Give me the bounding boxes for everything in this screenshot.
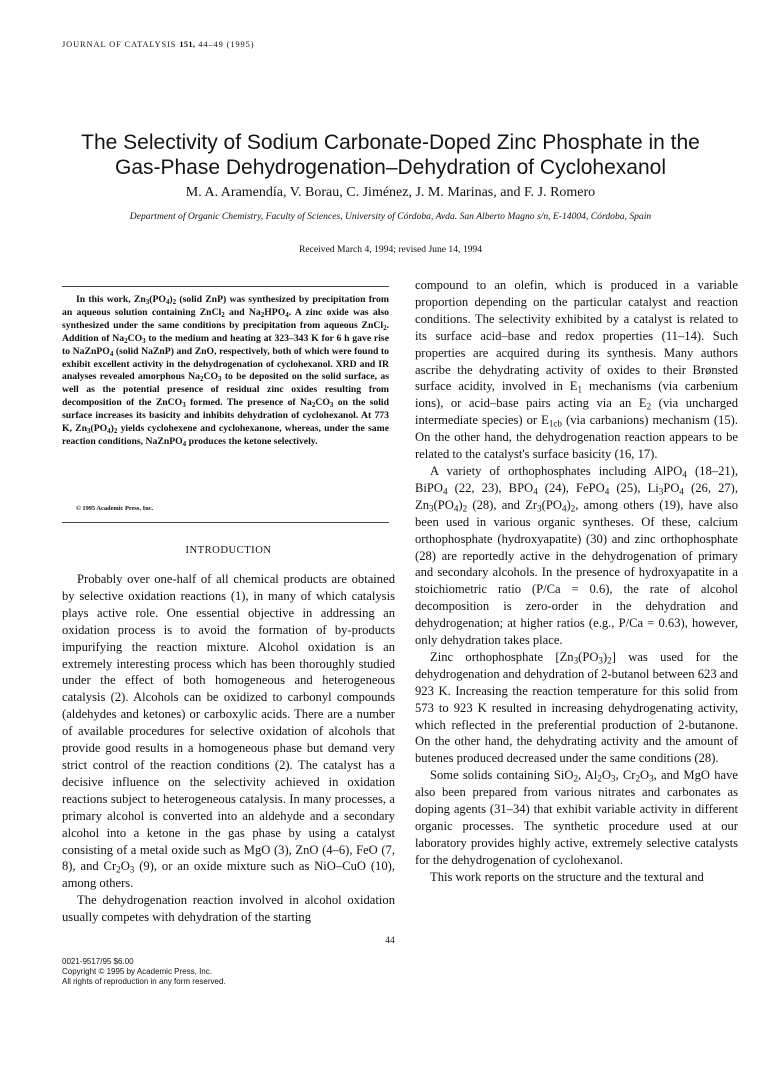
subscript: 4 [679,486,684,497]
affiliation: Department of Organic Chemistry, Faculty of Sciences, University of Córdoba, Avda. San Alberto Magno s/n, E-14004, Córdoba, Spain [129,211,652,222]
right-column [415,277,738,886]
text-run: Probably over one-half of all chemical products are obtained by selective oxidation reactions (1), in many of which catalysis plays active role. One essential objective in addressing an oxidation process is to avoid the formation of by-products impurifying the reaction mixture. Alcohol oxidation is an extremely interesting process which has been thoroughly studied under the effect of both homogeneous and heterogeneous catalysis (2). Alcohols can be oxidized to carbonyl compounds (aldehydes and ketones) or carboxylic acids. There are a number of available procedures for selective oxidation of alcohols that provide good results in a homogeneous phase but demand very strict control of the reaction conditions (2). The catalyst has a decisive influence on the selectivity achieved in oxidation reactions subject to heterogeneous catalysis. In many processes, a primary alcohol is converted into an aldehyde and a secondary alcohol into a ketone in the gas phase by using a catalyst consisting of a metal oxide such as MgO (3), ZnO (4–6), FeO (7, 8), and Cr [62,572,395,874]
subscript: 1cb [548,418,562,429]
journal-header [62,40,254,49]
text-run: ) [566,497,571,512]
text-run: on the solid surface increases its basicity and inhibits dehydration of cyclohexanol. At 773 K, Zn [62,397,389,435]
text-run: (solid ZnP) was synthesized by precipitation from an aqueous solution containing ZnCl [62,294,389,318]
text-run: produces the ketone selectively. [186,435,318,447]
text-run: CO [203,371,218,383]
received-dates: Received March 4, 1994; revised June 14, 1994 [298,244,483,255]
subscript: 4 [561,503,567,514]
subscript: 4 [604,486,610,497]
text-run: to the medium and heating at 323–343 K for 6 h gave rise to NaZnPO [62,332,389,357]
text-run: CO [127,332,143,344]
subscript: 4 [182,440,187,449]
text-run: , and MgO have also been prepared from various nitrates and carbonates as doping agents (31–34) that exhibit variable activity in different organic processes. The synthetic procedure used at our laboratory provides highly active, extremely selective catalysts for the dehydrogenation of cyclohexanol. [415,768,739,867]
text-run: Zinc orthophosphate [Zn [430,649,574,664]
subscript: 3 [217,375,222,384]
text-run: compound to an olefin, which is produced in a variable proportion depending on the particular catalyst and reaction conditions. The selectivity exhibited by a catalyst is related to its surface acid–base and redox properties (11–14). Such properties are acquired during its synthesis. Many authors ascribe the dehydrating activity of oxides to their Brønsted surface acidity, involved in E [415,278,738,394]
subscript: 3 [573,655,579,666]
subscript: 4 [165,298,170,307]
text-run: HPO [264,306,286,318]
subscript: 3 [429,503,434,514]
title-line-2: Gas-Phase Dehydrogenation–Dehydration of Cyclohexanol [114,156,666,179]
journal-volume: 151, [179,40,196,49]
footer-rights: All rights of reproduction in any form reserved. [62,977,226,986]
text-run: . A zinc oxide was also synthesized under the same conditions by precipitation from aqueous ZnCl [62,306,390,331]
paragraph [62,892,395,926]
subscript: 2 [113,427,118,436]
subscript: 3 [182,401,186,410]
text-run: PO [663,480,680,495]
subscript: 3 [87,427,91,436]
text-run: formed. The presence of Na [185,397,312,409]
subscript: 3 [129,865,135,876]
subscript: 4 [443,486,448,497]
subscript: 2 [597,774,602,784]
subscript: 2 [646,402,652,413]
text-run: (25), Li [609,480,659,495]
subscript: 2 [383,323,387,332]
text-run: and Na [224,306,261,318]
text-run: ] was used for the dehydrogenation and dehydration of 2-butanol between 623 and 923 K. Increasing the reaction temperature for this solid from 573 to 923 K resulted in increasing dehydrogenating activity, which reflected in the preferential production of 2-butanone. On the other hand, the dehydrating activity and the amount of butenes produced decreased under the same conditions (28). [415,649,738,766]
subscript: 2 [311,401,316,410]
paragraph [415,463,738,649]
abstract-copyright: © 1995 Academic Press, Inc. [76,505,154,512]
paragraph [415,869,738,886]
text-run: (28), and Zr [467,497,538,512]
text-run: (9), or an oxide mixture such as NiO–CuO (10), among others. [62,859,395,891]
subscript: 4 [533,486,538,497]
section-heading: INTRODUCTION [185,545,272,556]
text-run: to be deposited on the solid surface, as well as the potential presence of residual zinc oxides resulting from decomposition of the ZnCO [62,371,389,409]
paragraph [415,277,738,463]
text-run: (18–21), BiPO [415,463,739,495]
text-run: . Addition of Na [62,319,389,344]
text-run: ) [110,423,114,435]
subscript: 2 [607,655,612,666]
text-run: CO [315,397,330,409]
subscript: 3 [537,503,542,514]
paragraph [415,767,738,868]
subscript: 4 [453,503,459,514]
abstract [62,294,389,449]
subscript: 3 [142,336,146,345]
text-run: ) [458,497,463,512]
subscript: 2 [570,503,576,514]
journal-name: JOURNAL OF CATALYSIS [62,40,177,49]
text-run: (PO [149,294,166,305]
abstract-bottom-rule [62,522,389,523]
footer-price: 0021-9517/95 $6.00 [62,957,134,966]
text-run: yields cyclohexene and cyclohexanone, whereas, under the same reaction conditions, NaZnPO [62,423,389,447]
text-run: In this work, Zn [76,294,146,305]
text-run: O [640,768,650,783]
text-run: (26, 27), Zn [415,480,739,512]
subscript: 2 [635,774,640,784]
subscript: 2 [260,311,265,319]
journal-pages: 44–49 (1995) [198,40,255,49]
subscript: 4 [107,427,111,436]
text-run: , among others (19), have also been used in various organic syntheses. Of these, calcium orthophosphate (hydroxyapatite) (30) and zinc orthophosphate (28) are reportedly active in the dehydrogenation of primary and secondary alcohols. In the presence of hydroxyapatite in a stoichiometric ratio (P/Ca = 0.6), the rate of alcohol decomposition is zero-order in the dehydration and dehydrogenation; at higher ratios (e.g., P/Ca = 0.63), however, only dehydration takes place. [415,497,738,648]
subscript: 2 [199,375,204,384]
text-run: , Cr [615,768,636,783]
abstract-top-rule [62,286,389,287]
copyright-footer [62,957,226,987]
subscript: 4 [285,311,289,319]
text-run: , Al [578,768,598,783]
subscript: 2 [573,774,579,784]
text-run: ) [169,294,173,305]
subscript: 3 [145,298,150,307]
text-run: A variety of orthophosphates including AlPO [430,463,683,478]
text-run: (via carbanions) mechanism (15). On the other hand, the dehydrogenation reaction appears to be related to the catalyst's surface basicity (16, 17). [415,413,738,462]
paragraph [62,571,395,892]
text-run: (PO [578,649,599,664]
text-run: O [120,859,130,874]
author-list: M. A. Aramendía, V. Borau, C. Jiménez, J. M. Marinas, and F. J. Romero [185,185,596,200]
subscript: 3 [649,774,654,784]
footer-copyright: Copyright © 1995 by Academic Press, Inc. [62,967,212,976]
subscript: 2 [462,503,468,514]
subscript: 4 [682,469,687,480]
title-line-1: The Selectivity of Sodium Carbonate-Doped Zinc Phosphate in the [81,131,700,154]
text-run: O [601,768,611,783]
text-run: (PO [433,497,454,512]
text-run: (solid NaZnP) and ZnO, respectively, both of which were found to exhibit excellent activity in the dehydrogenation of cyclohexanol. XRD and IR analyses revealed amorphous Na [62,345,390,383]
paragraph [415,649,738,767]
text-run: ) [602,649,608,664]
subscript: 3 [329,401,334,410]
subscript: 1 [577,385,583,396]
subscript: 2 [172,298,177,307]
left-column [62,571,395,926]
text-run: The dehydrogenation reaction involved in alcohol oxidation usually competes with dehydration of the starting [62,893,395,925]
text-run: (via uncharged intermediate species) or E [415,396,738,428]
subscript: 2 [124,336,128,345]
article-title [40,130,741,180]
subscript: 3 [610,774,616,784]
text-run: (PO [90,423,108,435]
subscript: 2 [221,311,225,319]
subscript: 3 [598,655,603,666]
text-run: mechanisms (via carbenium ions), or acid–base pairs acting via an E [415,379,738,411]
text-run: (22, 23), BPO [447,480,534,495]
subscript: 3 [658,486,664,497]
text-run: (24), FePO [537,480,605,495]
page-number: 44 [385,936,395,946]
text-run: (PO [541,497,562,512]
subscript: 4 [109,349,114,358]
subscript: 2 [116,865,121,876]
text-run: Some solids containing SiO [430,768,574,783]
text-run: This work reports on the structure and the textural and [430,869,704,884]
